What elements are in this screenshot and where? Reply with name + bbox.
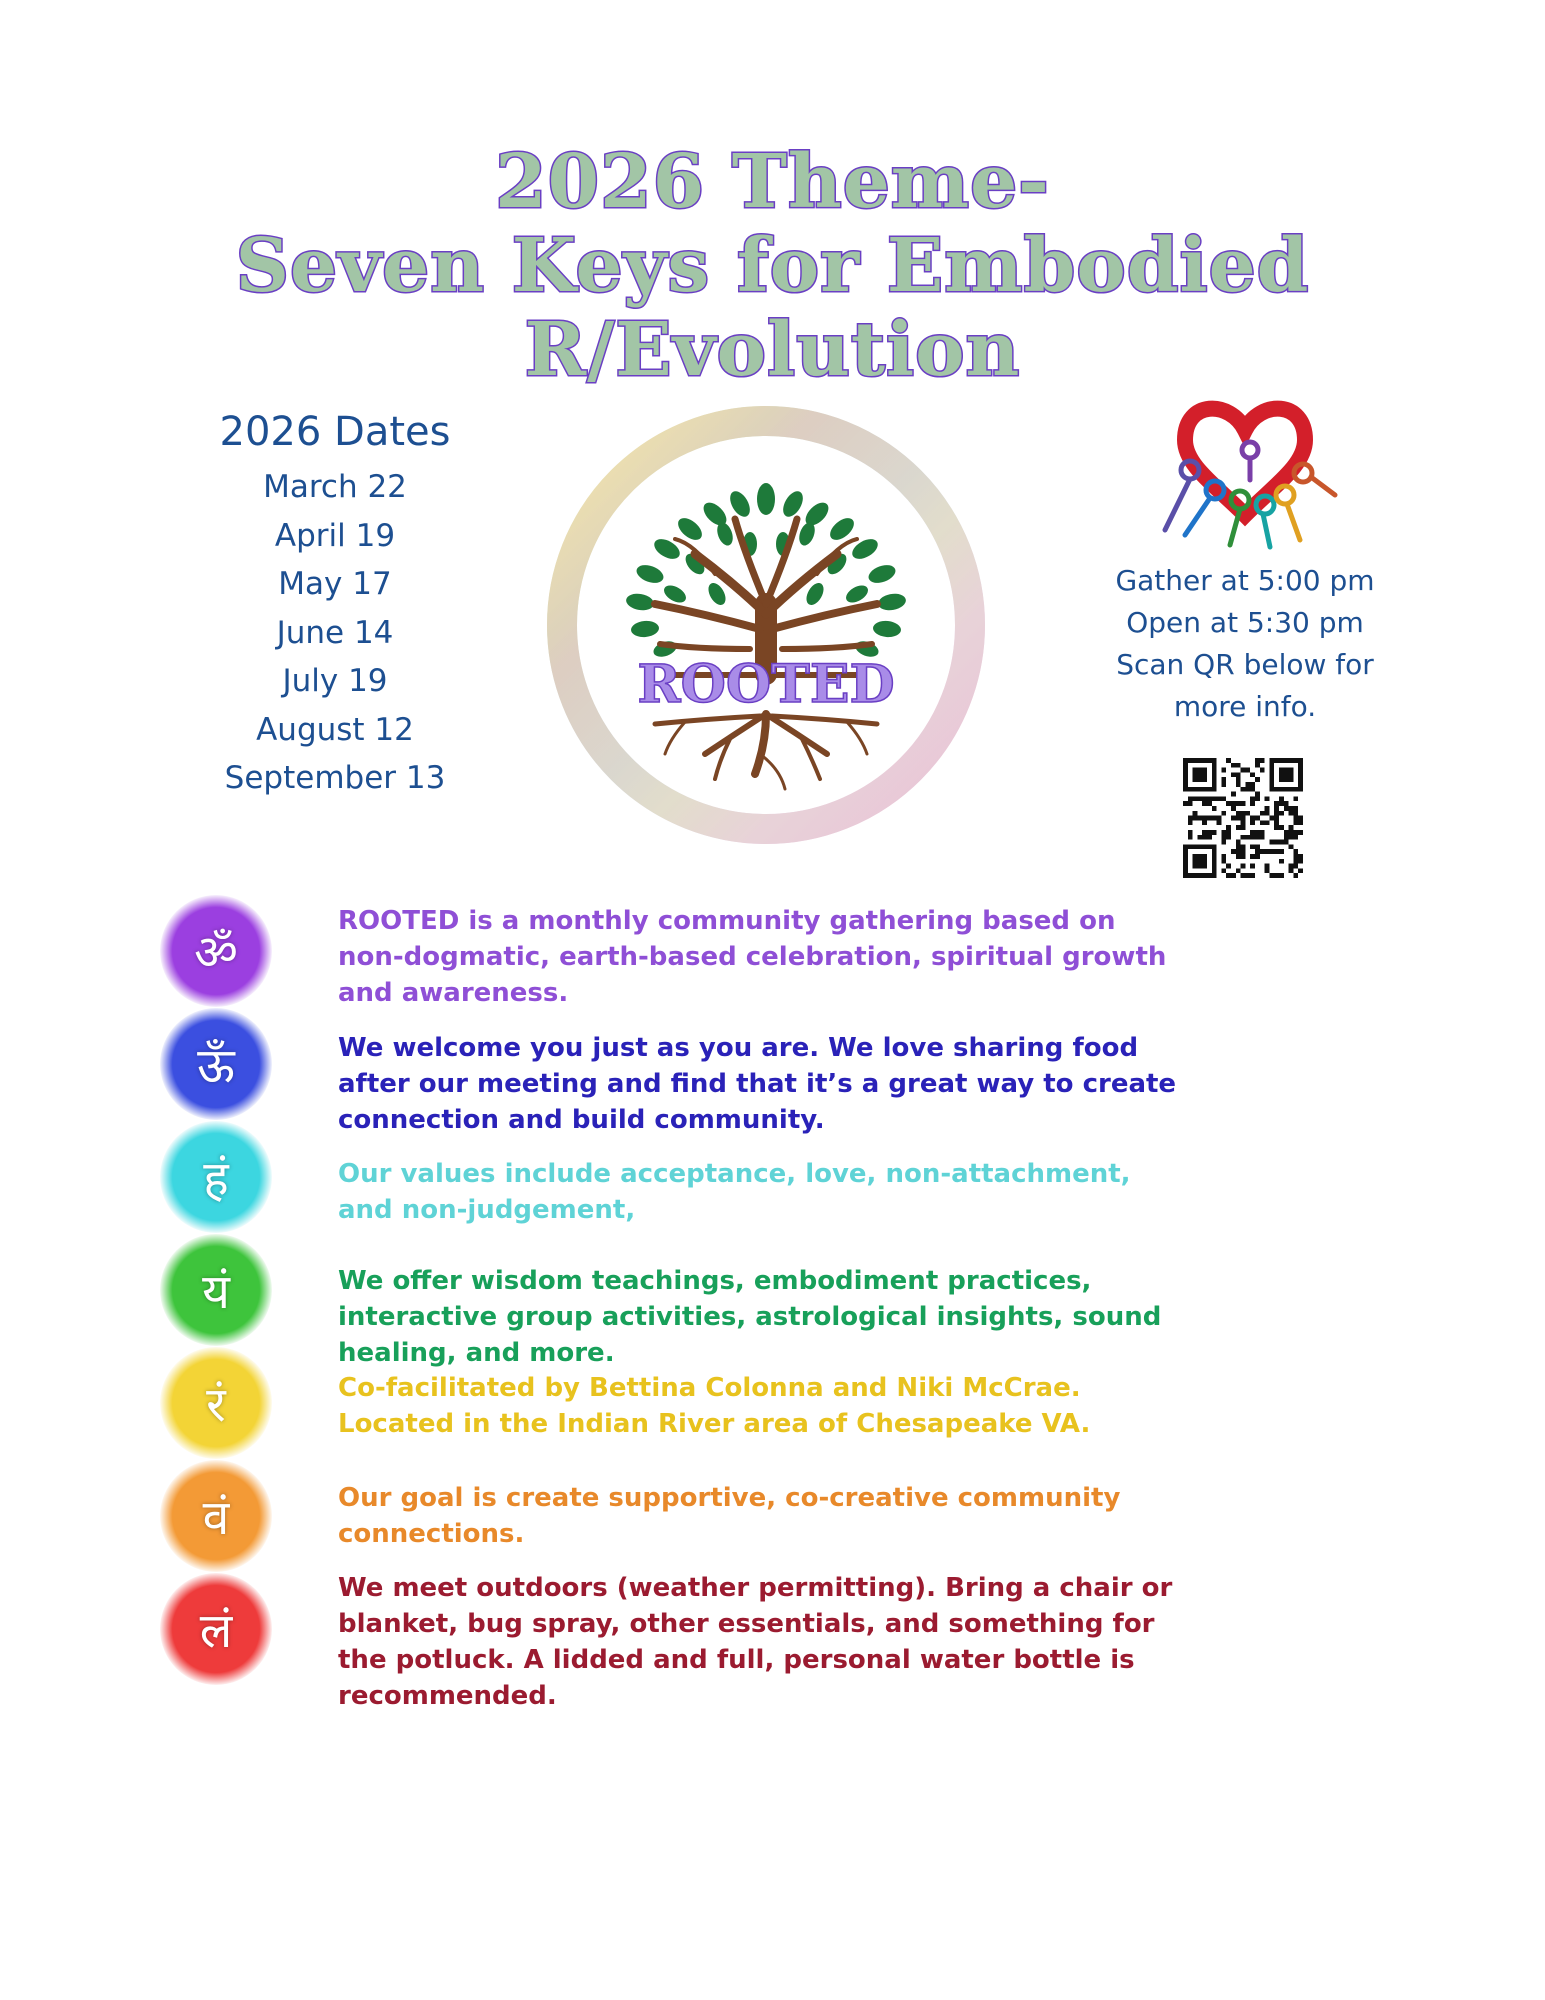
heart-keys-icon <box>1145 395 1345 555</box>
chakra-symbol: यं <box>160 1234 272 1346</box>
qr-code[interactable] <box>1183 758 1303 878</box>
chakra-symbol: रं <box>160 1347 272 1459</box>
paragraph-about <box>338 903 1188 1011</box>
date-item: September 13 <box>224 760 446 796</box>
date-item: April 19 <box>274 517 396 554</box>
chakra-symbol: लं <box>160 1573 272 1685</box>
paragraph-text: Co-facilitated by Bettina Colonna and Niki McCrae. <box>338 1373 1081 1403</box>
chakra-symbol: वं <box>160 1460 272 1572</box>
more-info-text: more info. <box>1173 690 1317 723</box>
title-line-1: 2026 Theme- <box>495 139 1050 225</box>
paragraph-text: Located in the Indian River area of Chesapeake VA. <box>338 1409 1091 1439</box>
paragraph-goal <box>338 1480 1188 1552</box>
paragraph-text: We welcome you just as you are. We love sharing food after our meeting and find that it’s a great way to create connection and build community. <box>338 1033 1177 1135</box>
logo-text: ROOTED <box>637 654 895 715</box>
dates-heading: 2026 Dates <box>219 409 451 455</box>
chakra-symbol: ॐ <box>160 895 272 1007</box>
chakra-symbol: हं <box>160 1121 272 1233</box>
date-item: July 19 <box>282 663 388 699</box>
open-time: Open at 5:30 pm <box>1126 606 1364 639</box>
chakra-symbols <box>150 895 280 1695</box>
title-line-3: R/Evolution <box>524 307 1021 393</box>
date-item: March 22 <box>263 469 407 505</box>
paragraph-text: We offer wisdom teachings, embodiment practices, interactive group activities, astrological insights, sound healing, and more. <box>338 1266 1162 1368</box>
paragraph-values <box>338 1156 1188 1228</box>
meeting-info <box>1100 560 1390 728</box>
date-item: August 12 <box>256 711 414 748</box>
paragraph-text: Our values include acceptance, love, non-attachment, and non-judgement, <box>338 1159 1131 1225</box>
rooted-tree-logo <box>545 404 987 846</box>
title-line-2: Seven Keys for Embodied <box>235 223 1310 309</box>
paragraph-facilitators <box>338 1370 1188 1442</box>
paragraph-text: ROOTED is a monthly community gathering based on non-dogmatic, earth-based celebration, spiritual growth and awareness. <box>338 906 1167 1008</box>
dates-list <box>200 405 470 803</box>
paragraph-logistics <box>338 1570 1188 1714</box>
scan-qr-text: Scan QR below for <box>1116 648 1374 681</box>
paragraph-text: We meet outdoors (weather permitting). Bring a chair or blanket, bug spray, other essentials, and something for the potluck. A lidded and full, personal water bottle is recommended. <box>338 1573 1173 1711</box>
chakra-symbol: ऊँ <box>160 1008 272 1120</box>
paragraph-text: Our goal is create supportive, co-creative community connections. <box>338 1483 1121 1549</box>
gather-time: Gather at 5:00 pm <box>1115 564 1375 597</box>
paragraph-welcome <box>338 1030 1188 1138</box>
date-item: June 14 <box>276 614 394 651</box>
date-item: May 17 <box>278 566 392 602</box>
paragraph-offerings <box>338 1263 1188 1371</box>
poster-title <box>0 140 1545 392</box>
